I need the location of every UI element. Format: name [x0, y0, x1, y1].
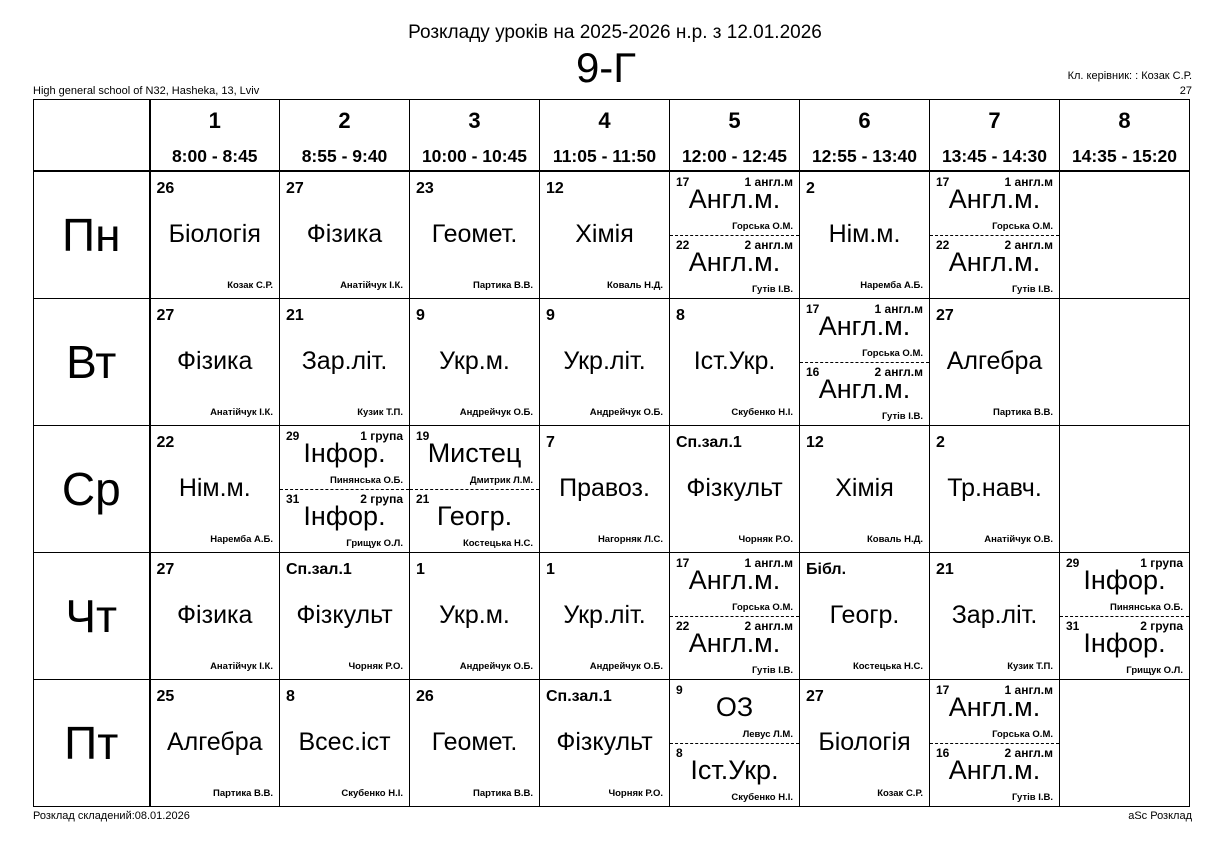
- teacher-name: Гутів І.В.: [752, 665, 793, 676]
- lesson-cell: [930, 553, 1060, 680]
- group-label: 2 англ.м: [744, 619, 793, 633]
- empty-cell: [1060, 680, 1190, 807]
- subject-name: Інфор.: [1083, 565, 1166, 595]
- lesson-cell: [150, 553, 280, 680]
- subject-name: Укр.літ.: [563, 601, 646, 629]
- group-label: 1 англ.м: [1004, 175, 1053, 189]
- period-number: 4: [598, 108, 611, 133]
- empty-cell: [1060, 171, 1190, 299]
- period-header: [800, 100, 930, 172]
- subject-name: Англ.м.: [688, 565, 781, 595]
- subject-name: Геогр.: [436, 501, 513, 531]
- lesson-half: [670, 680, 799, 744]
- room-number: 21: [416, 492, 430, 506]
- teacher-name: Гутів І.В.: [882, 411, 923, 422]
- lesson-cell: [280, 680, 410, 807]
- teacher-name: Партика В.В.: [473, 280, 533, 291]
- subject-name: Біологія: [168, 220, 261, 248]
- subject-name: Зар.літ.: [301, 347, 388, 375]
- subject-name: Інфор.: [303, 501, 386, 531]
- lesson-half: [410, 426, 539, 490]
- teacher-name: Партика В.В.: [993, 407, 1053, 418]
- lesson-cell: [800, 680, 930, 807]
- teacher-name: Анатійчук І.К.: [210, 661, 273, 672]
- lesson-cell: [800, 553, 930, 680]
- lesson-cell: [1060, 553, 1190, 680]
- period-time: 12:00 - 12:45: [681, 146, 788, 166]
- teacher-name: Скубенко Н.І.: [731, 792, 793, 803]
- teacher-name: Дмитрик Л.М.: [469, 475, 533, 486]
- subject-name: Хімія: [835, 474, 894, 502]
- day-row: [34, 426, 1190, 553]
- teacher-name: Горська О.М.: [992, 729, 1053, 740]
- day-label: Пн: [34, 171, 150, 299]
- teacher-name: Нагорняк Л.С.: [597, 534, 663, 545]
- subject-name: ОЗ: [715, 692, 754, 722]
- teacher-name: Коваль Н.Д.: [606, 280, 663, 291]
- subject-name: Іст.Укр.: [690, 755, 779, 785]
- teacher-name: Козак С.Р.: [877, 788, 923, 799]
- period-number: 7: [988, 108, 1001, 133]
- class-name: 9-Г: [575, 44, 637, 91]
- teacher-name: Партика В.В.: [473, 788, 533, 799]
- room-number: 17: [676, 175, 690, 189]
- teacher-name: Гутів І.В.: [1012, 284, 1053, 295]
- subject-name: Біологія: [818, 728, 911, 756]
- lesson-cell: [670, 426, 800, 553]
- room-number: 23: [416, 180, 434, 197]
- lesson-half: [930, 172, 1059, 236]
- period-number: 2: [338, 108, 351, 133]
- room-number: 22: [676, 238, 690, 252]
- lesson-half: [800, 362, 929, 425]
- room-number: 1: [546, 561, 555, 578]
- period-number: 5: [728, 108, 741, 133]
- room-number: 1: [416, 561, 425, 578]
- subject-name: Англ.м.: [688, 628, 781, 658]
- day-row: [34, 680, 1190, 807]
- lesson-cell: [150, 680, 280, 807]
- period-header: [1060, 100, 1190, 172]
- subject-name: Фізкульт: [556, 728, 653, 756]
- group-label: 1 група: [1140, 556, 1183, 570]
- lesson-half: [800, 299, 929, 363]
- teacher-name: Чорняк Р.О.: [348, 661, 403, 672]
- teacher-name: Чорняк Р.О.: [608, 788, 663, 799]
- subject-name: Англ.м.: [948, 755, 1041, 785]
- day-label: Пт: [34, 680, 150, 807]
- period-header-row: [34, 100, 1190, 172]
- room-number: 31: [1066, 619, 1080, 633]
- lesson-cell: [280, 426, 410, 553]
- lesson-half: [410, 489, 539, 552]
- subject-name: Зар.літ.: [951, 601, 1038, 629]
- teacher-name: Скубенко Н.І.: [731, 407, 793, 418]
- empty-cell: [1060, 299, 1190, 426]
- head-teacher: Кл. керівник: : Козак С.Р.: [1067, 70, 1192, 82]
- room-number: 29: [1066, 556, 1080, 570]
- subject-name: Фізика: [177, 601, 253, 629]
- group-label: 2 англ.м: [874, 365, 923, 379]
- period-time: 10:00 - 10:45: [421, 146, 528, 166]
- room-number: 8: [676, 746, 683, 760]
- lesson-cell: [280, 171, 410, 299]
- teacher-name: Андрейчук О.Б.: [459, 407, 533, 418]
- period-header: [930, 100, 1060, 172]
- period-time: 8:00 - 8:45: [171, 146, 258, 166]
- room-number: 16: [806, 365, 820, 379]
- lesson-half: [670, 553, 799, 617]
- lesson-half: [1060, 616, 1189, 679]
- room-number: Сп.зал.1: [286, 561, 352, 578]
- lesson-cell: [670, 680, 800, 807]
- teacher-name: Горська О.М.: [732, 602, 793, 613]
- teacher-name: Анатійчук І.К.: [210, 407, 273, 418]
- subject-name: Хімія: [575, 220, 634, 248]
- subject-name: Фізкульт: [296, 601, 393, 629]
- lesson-cell: [670, 171, 800, 299]
- subject-name: Алгебра: [946, 347, 1043, 375]
- room-number: 27: [286, 180, 304, 197]
- group-label: 2 група: [360, 492, 403, 506]
- teacher-name: Кузик Т.П.: [357, 407, 403, 418]
- lesson-cell: [150, 426, 280, 553]
- lesson-half: [670, 743, 799, 806]
- teacher-name: Гутів І.В.: [1012, 792, 1053, 803]
- lesson-cell: [540, 426, 670, 553]
- lesson-half: [670, 172, 799, 236]
- room-number: 22: [936, 238, 950, 252]
- period-time: 8:55 - 9:40: [301, 146, 388, 166]
- lesson-cell: [540, 299, 670, 426]
- period-header: [150, 100, 280, 172]
- period-time: 13:45 - 14:30: [941, 146, 1048, 166]
- room-number: 17: [936, 175, 950, 189]
- period-number: 1: [208, 108, 221, 133]
- subject-name: Нім.м.: [178, 474, 251, 502]
- subject-name: Англ.м.: [948, 692, 1041, 722]
- lesson-cell: [800, 426, 930, 553]
- lesson-cell: [410, 426, 540, 553]
- room-number: 27: [156, 561, 175, 578]
- lesson-cell: [540, 553, 670, 680]
- period-header: [670, 100, 800, 172]
- teacher-name: Партика В.В.: [213, 788, 273, 799]
- lesson-half: [930, 235, 1059, 298]
- room-number: 27: [936, 307, 954, 324]
- room-number: 2: [806, 180, 815, 197]
- subject-name: Англ.м.: [818, 311, 911, 341]
- group-label: 2 англ.м: [744, 238, 793, 252]
- subject-name: Всес.іст: [298, 728, 391, 756]
- lesson-cell: [930, 426, 1060, 553]
- lesson-half: [670, 616, 799, 679]
- day-label: Ср: [34, 426, 150, 553]
- teacher-name: Андрейчук О.Б.: [589, 661, 663, 672]
- day-row: [34, 299, 1190, 426]
- teacher-name: Грищук О.Л.: [346, 538, 403, 549]
- teacher-name: Гутів І.В.: [752, 284, 793, 295]
- subject-name: Англ.м.: [688, 247, 781, 277]
- period-number: 3: [468, 108, 481, 133]
- subject-name: Алгебра: [166, 728, 263, 756]
- group-label: 1 англ.м: [744, 556, 793, 570]
- lesson-cell: [930, 171, 1060, 299]
- subject-name: Правоз.: [559, 474, 650, 502]
- subject-name: Фізика: [177, 347, 253, 375]
- room-number: 17: [676, 556, 690, 570]
- group-label: 2 англ.м: [1004, 238, 1053, 252]
- room-number: 17: [936, 683, 950, 697]
- room-number: 22: [156, 434, 175, 451]
- teacher-name: Костецька Н.С.: [462, 538, 533, 549]
- day-row: [34, 171, 1190, 299]
- subject-name: Інфор.: [303, 438, 386, 468]
- teacher-name: Коваль Н.Д.: [866, 534, 923, 545]
- room-number: Сп.зал.1: [676, 434, 742, 451]
- room-number: 22: [676, 619, 690, 633]
- lesson-cell: [930, 680, 1060, 807]
- group-label: 1 англ.м: [744, 175, 793, 189]
- teacher-name: Козак С.Р.: [227, 280, 273, 291]
- room-number: 8: [676, 307, 685, 324]
- lesson-half: [930, 743, 1059, 806]
- lesson-half: [280, 426, 409, 490]
- created-date: Розклад складений:08.01.2026: [33, 810, 190, 822]
- teacher-name: Горська О.М.: [992, 221, 1053, 232]
- group-label: 1 група: [360, 429, 403, 443]
- subject-name: Англ.м.: [948, 247, 1041, 277]
- subject-name: Нім.м.: [828, 220, 901, 248]
- teacher-name: Пинянська О.Б.: [330, 475, 403, 486]
- room-number: 21: [936, 561, 954, 578]
- teacher-name: Чорняк Р.О.: [738, 534, 793, 545]
- teacher-name: Скубенко Н.І.: [341, 788, 403, 799]
- subject-name: Геомет.: [431, 728, 518, 756]
- subject-name: Фізкульт: [686, 474, 783, 502]
- lesson-cell: [150, 299, 280, 426]
- period-number: 8: [1118, 108, 1131, 133]
- teacher-name: Костецька Н.С.: [852, 661, 923, 672]
- lesson-cell: [540, 171, 670, 299]
- day-row: [34, 553, 1190, 680]
- subject-name: Мистец: [427, 438, 522, 468]
- room-number: 7: [546, 434, 555, 451]
- period-header: [540, 100, 670, 172]
- teacher-name: Анатійчук О.В.: [984, 534, 1053, 545]
- period-header: [410, 100, 540, 172]
- room-number: 31: [286, 492, 300, 506]
- group-label: 2 група: [1140, 619, 1183, 633]
- subject-name: Англ.м.: [688, 184, 781, 214]
- room-number: 12: [546, 180, 564, 197]
- group-label: 2 англ.м: [1004, 746, 1053, 760]
- lesson-cell: [800, 171, 930, 299]
- room-number: Бібл.: [806, 561, 847, 578]
- lesson-half: [930, 680, 1059, 744]
- room-number: 9: [676, 683, 683, 697]
- lesson-cell: [540, 680, 670, 807]
- room-number: 26: [156, 180, 175, 197]
- subject-name: Англ.м.: [948, 184, 1041, 214]
- subject-name: Іст.Укр.: [693, 347, 776, 375]
- teacher-name: Грищук О.Л.: [1126, 665, 1183, 676]
- group-label: 1 англ.м: [874, 302, 923, 316]
- room-number: 27: [806, 688, 824, 705]
- teacher-name: Наремба А.Б.: [210, 534, 273, 545]
- day-label: Чт: [34, 553, 150, 680]
- lesson-half: [670, 235, 799, 298]
- period-time: 12:55 - 13:40: [811, 146, 918, 166]
- teacher-name: Горська О.М.: [732, 221, 793, 232]
- timetable-grid: [33, 99, 1190, 807]
- head-teacher-block: [1068, 69, 1192, 99]
- subject-name: Укр.м.: [439, 601, 510, 629]
- period-number: 6: [858, 108, 871, 133]
- teacher-name: Кузик Т.П.: [1007, 661, 1053, 672]
- room-number: 17: [806, 302, 820, 316]
- teacher-name: Пинянська О.Б.: [1110, 602, 1183, 613]
- head-teacher-room: 27: [1179, 85, 1192, 97]
- teacher-name: Наремба А.Б.: [860, 280, 923, 291]
- lesson-cell: [410, 299, 540, 426]
- lesson-half: [1060, 553, 1189, 617]
- period-time: 14:35 - 15:20: [1071, 146, 1178, 166]
- lesson-cell: [410, 680, 540, 807]
- room-number: 25: [156, 688, 175, 705]
- app-name: aSc Розклад: [1128, 810, 1192, 822]
- school-name: High general school of N32, Hasheka, 13, Lviv: [33, 85, 260, 97]
- teacher-name: Анатійчук І.К.: [340, 280, 403, 291]
- lesson-cell: [280, 299, 410, 426]
- room-number: 29: [286, 429, 300, 443]
- period-header: [280, 100, 410, 172]
- subject-name: Фізика: [306, 220, 383, 248]
- lesson-cell: [410, 171, 540, 299]
- group-label: 1 англ.м: [1004, 683, 1053, 697]
- lesson-cell: [410, 553, 540, 680]
- room-number: 9: [416, 307, 425, 324]
- empty-cell: [1060, 426, 1190, 553]
- room-number: 16: [936, 746, 950, 760]
- corner-cell: [34, 100, 150, 172]
- teacher-name: Андрейчук О.Б.: [589, 407, 663, 418]
- subject-name: Укр.м.: [439, 347, 510, 375]
- teacher-name: Горська О.М.: [862, 348, 923, 359]
- lesson-cell: [150, 171, 280, 299]
- subject-name: Геомет.: [431, 220, 518, 248]
- lesson-cell: [670, 299, 800, 426]
- room-number: 8: [286, 688, 295, 705]
- room-number: 19: [416, 429, 430, 443]
- period-time: 11:05 - 11:50: [552, 146, 657, 166]
- teacher-name: Левус Л.М.: [742, 729, 793, 740]
- lesson-cell: [670, 553, 800, 680]
- room-number: 26: [416, 688, 434, 705]
- lesson-cell: [800, 299, 930, 426]
- lesson-cell: [930, 299, 1060, 426]
- timetable-title: Розкладу уроків на 2025-2026 н.р. з 12.01.2026: [408, 22, 822, 43]
- day-label: Вт: [34, 299, 150, 426]
- subject-name: Тр.навч.: [947, 474, 1042, 502]
- room-number: 27: [156, 307, 175, 324]
- room-number: 21: [286, 307, 304, 324]
- subject-name: Геогр.: [829, 601, 900, 629]
- room-number: 2: [936, 434, 945, 451]
- lesson-cell: [280, 553, 410, 680]
- subject-name: Англ.м.: [818, 374, 911, 404]
- subject-name: Інфор.: [1083, 628, 1166, 658]
- lesson-half: [280, 489, 409, 552]
- subject-name: Укр.літ.: [563, 347, 646, 375]
- teacher-name: Андрейчук О.Б.: [459, 661, 533, 672]
- room-number: 12: [806, 434, 824, 451]
- room-number: Сп.зал.1: [546, 688, 612, 705]
- room-number: 9: [546, 307, 555, 324]
